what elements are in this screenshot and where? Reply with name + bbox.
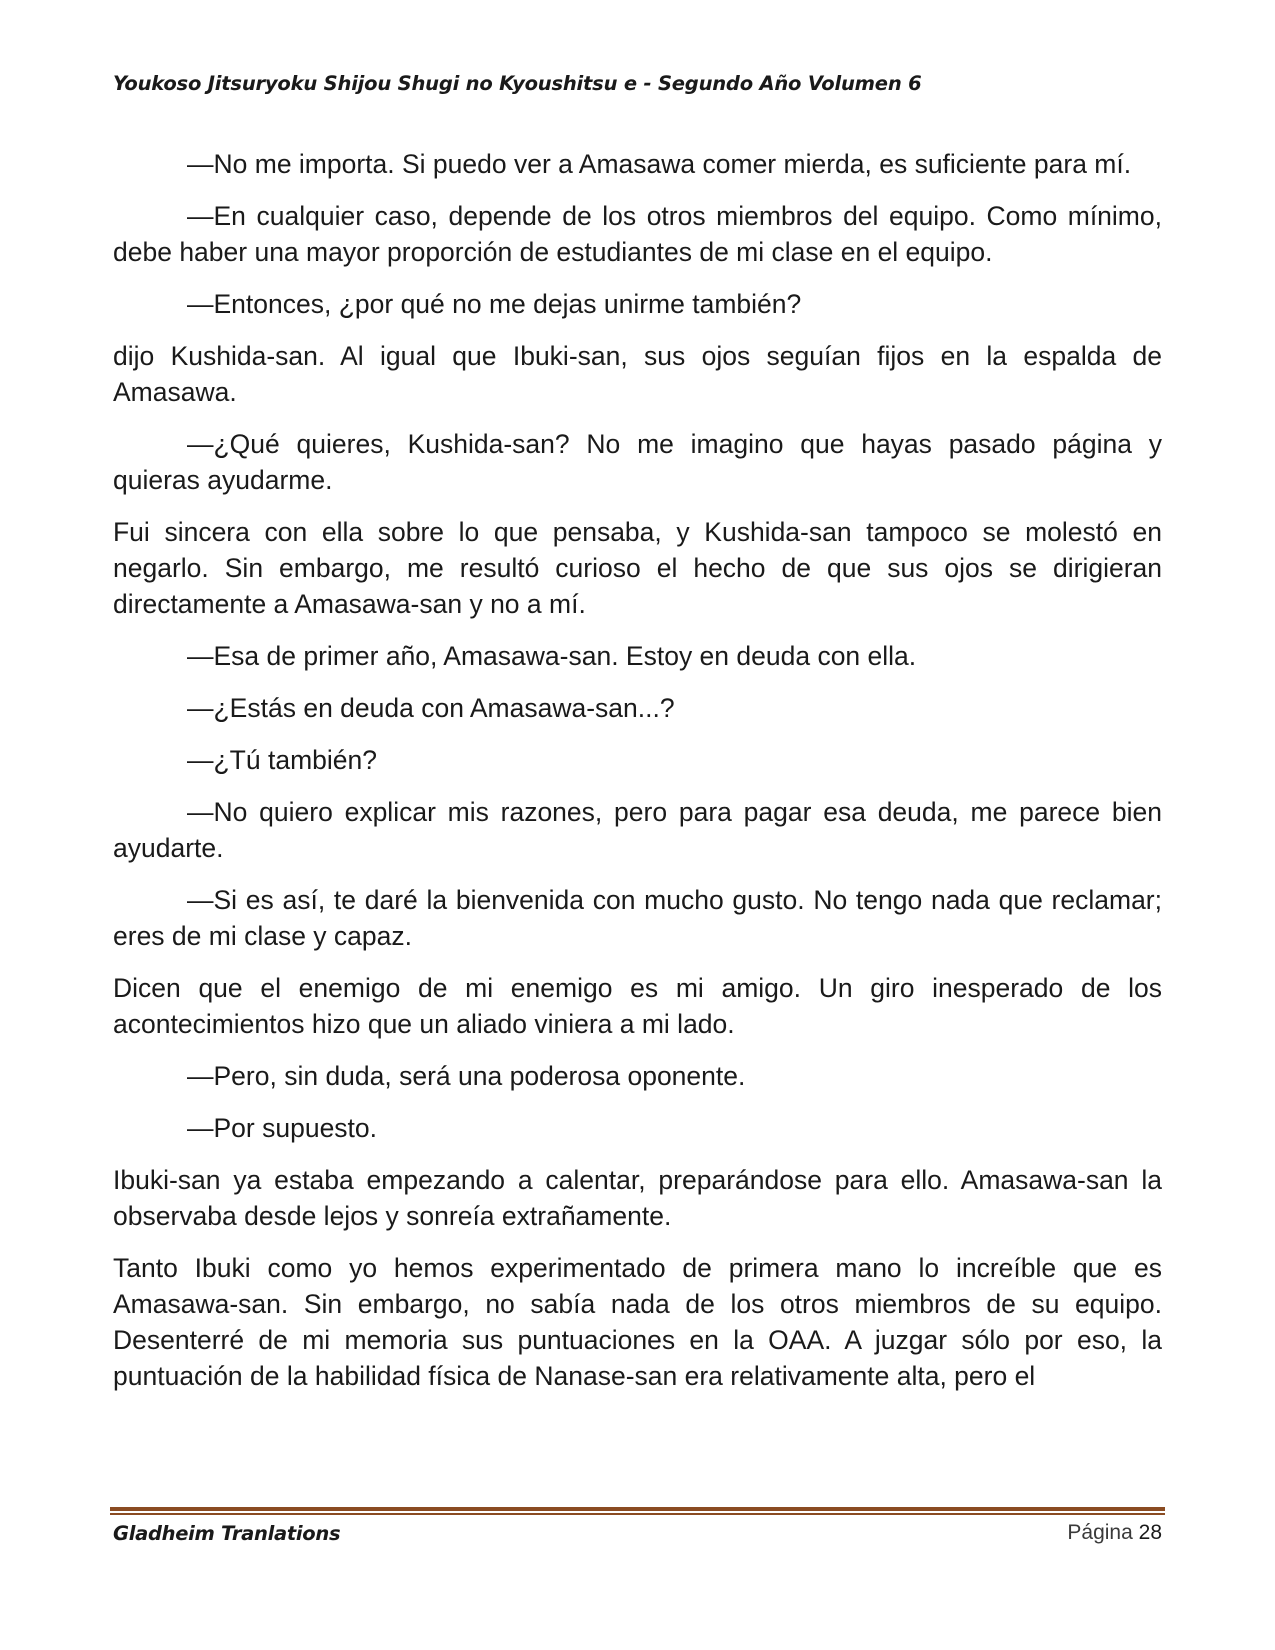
footer-divider-thick-line [110, 1507, 1165, 1511]
page-body [113, 146, 1162, 1410]
paragraph: Tanto Ibuki como yo hemos experimentado de primera mano lo increíble que es Amasawa-san. Sin embargo, no sabía nada de los otros miembros de su equipo. Desenterré de mi memoria sus puntuaciones en la OAA. A juzgar sólo por eso, la puntuación de la habilidad física de Nanase-san era relativamente alta, pero el [113, 1253, 1162, 1391]
paragraph: Fui sincera con ella sobre lo que pensaba, y Kushida-san tampoco se molestó en negarlo. Sin embargo, me resultó curioso el hecho de que sus ojos se dirigieran directamente a Amasawa-san y no a mí. [113, 517, 1162, 619]
paragraph: —Esa de primer año, Amasawa-san. Estoy en deuda con ella. [187, 641, 917, 671]
paragraph: Ibuki-san ya estaba empezando a calentar, preparándose para ello. Amasawa-san la observaba desde lejos y sonreía extrañamente. [113, 1165, 1162, 1231]
paragraph: —No quiero explicar mis razones, pero para pagar esa deuda, me parece bien ayudarte. [113, 797, 1162, 863]
footer-translator: Gladheim Tranlations [113, 1522, 341, 1545]
paragraph: —¿Qué quieres, Kushida-san? No me imagino que hayas pasado página y quieras ayudarme. [113, 429, 1162, 495]
paragraph: —¿Estás en deuda con Amasawa-san...? [187, 693, 675, 723]
page-number [1067, 1521, 1162, 1545]
paragraph: Dicen que el enemigo de mi enemigo es mi amigo. Un giro inesperado de los acontecimientos hizo que un aliado viniera a mi lado. [113, 973, 1162, 1039]
paragraph: —Por supuesto. [187, 1113, 378, 1143]
paragraph: —Entonces, ¿por qué no me dejas unirme también? [187, 289, 802, 319]
footer-divider [110, 1507, 1165, 1515]
page-header-title: Youkoso Jitsuryoku Shijou Shugi no Kyoushitsu e - Segundo Año Volumen 6 [113, 72, 922, 95]
page-number-value: 28 [1138, 1521, 1162, 1544]
paragraph: —En cualquier caso, depende de los otros miembros del equipo. Como mínimo, debe haber una mayor proporción de estudiantes de mi clase en el equipo. [113, 201, 1162, 267]
paragraph: —Si es así, te daré la bienvenida con mucho gusto. No tengo nada que reclamar; eres de mi clase y capaz. [113, 885, 1162, 951]
paragraph: —Pero, sin duda, será una poderosa oponente. [187, 1061, 746, 1091]
paragraph: dijo Kushida-san. Al igual que Ibuki-san, sus ojos seguían fijos en la espalda de Amasawa. [113, 341, 1162, 407]
page-label: Página [1067, 1521, 1133, 1544]
footer-divider-thin-line [110, 1513, 1165, 1515]
paragraph: —¿Tú también? [187, 745, 377, 775]
paragraph: —No me importa. Si puedo ver a Amasawa comer mierda, es suficiente para mí. [187, 149, 1132, 179]
